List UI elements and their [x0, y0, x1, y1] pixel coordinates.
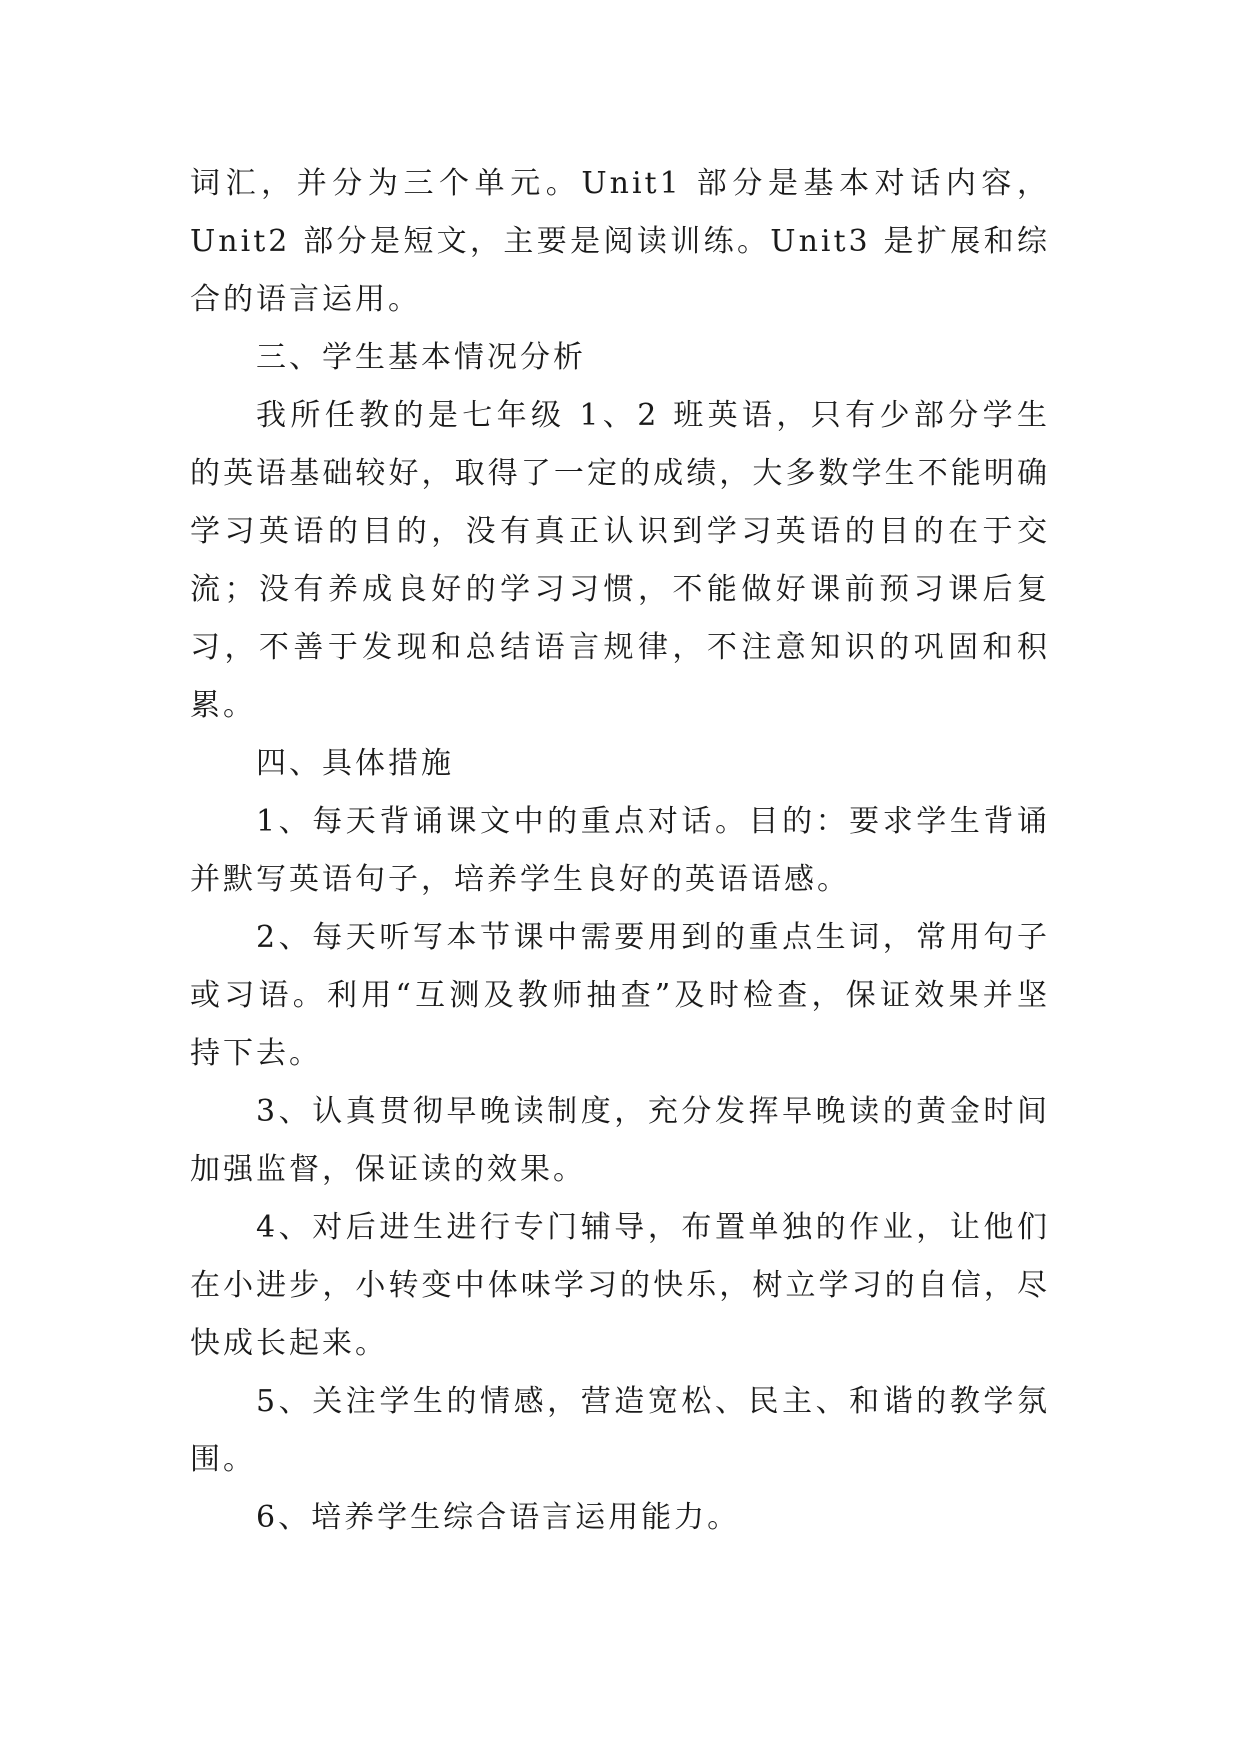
measure-item-5: 5、关注学生的情感，营造宽松、民主、和谐的教学氛围。 — [190, 1384, 1050, 1477]
paragraph-continuation: 词汇，并分为三个单元。Unit1 部分是基本对话内容，Unit2 部分是短文，主要是阅读训练。Unit3 是扩展和综合的语言运用。 — [190, 166, 1050, 317]
measure-item-2: 2、每天听写本节课中需要用到的重点生词，常用句子或习语。利用“互测及教师抽查”及时检查，保证效果并坚持下去。 — [190, 920, 1050, 1071]
paragraph-student-analysis: 我所任教的是七年级 1、2 班英语，只有少部分学生的英语基础较好，取得了一定的成绩，大多数学生不能明确学习英语的目的，没有真正认识到学习英语的目的在于交流；没有养成良好的学习习惯，不能做好课前预习课后复习，不善于发现和总结语言规律，不注意知识的巩固和积累。 — [190, 398, 1050, 723]
measure-item-6: 6、培养学生综合语言运用能力。 — [256, 1500, 741, 1535]
measure-item-1: 1、每天背诵课文中的重点对话。目的：要求学生背诵并默写英语句子，培养学生良好的英语语感。 — [190, 804, 1050, 897]
measure-item-3: 3、认真贯彻早晚读制度，充分发挥早晚读的黄金时间加强监督，保证读的效果。 — [190, 1094, 1050, 1187]
section-heading-student-analysis: 三、学生基本情况分析 — [256, 340, 586, 375]
section-heading-measures: 四、具体措施 — [256, 746, 454, 781]
measure-item-4: 4、对后进生进行专门辅导，布置单独的作业，让他们在小进步，小转变中体味学习的快乐，树立学习的自信，尽快成长起来。 — [190, 1210, 1050, 1361]
document-body — [190, 155, 1050, 1547]
